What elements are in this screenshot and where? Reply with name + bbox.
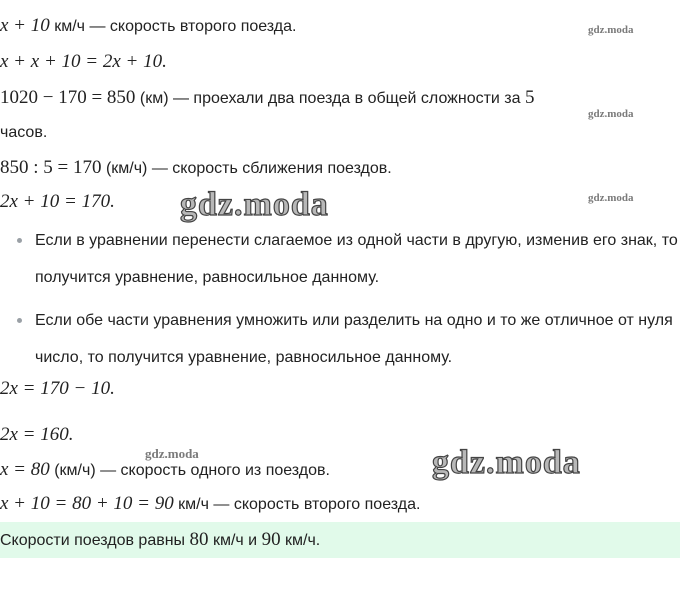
watermark-small: gdz.moda bbox=[145, 446, 199, 461]
line-distance bbox=[0, 86, 534, 111]
answer-text: Скорости поездов равны bbox=[0, 532, 190, 549]
line-distance-continued bbox=[0, 121, 47, 145]
line-equation bbox=[0, 190, 115, 215]
math-expression: x + x + 10 = 2x + 10. bbox=[0, 51, 167, 72]
rule-transfer-term: Если в уравнении перенести слагаемое из одной части в другую, изменив его знак, то получится уравнение, равносильное данному. bbox=[35, 232, 678, 286]
line-equation-result bbox=[0, 423, 74, 448]
math-number: 5 bbox=[524, 87, 535, 108]
math-expression: x + 10 bbox=[0, 15, 50, 36]
watermark-small: gdz.moda bbox=[588, 192, 634, 204]
answer-number: 80 bbox=[189, 529, 209, 550]
line-text: часов. bbox=[0, 124, 48, 141]
answer-text: км/ч. bbox=[280, 532, 321, 549]
math-expression: x = 80 bbox=[0, 459, 50, 480]
answer-box bbox=[0, 522, 680, 558]
line-first-train-speed bbox=[0, 458, 330, 483]
watermark-small: gdz.moda bbox=[588, 24, 634, 36]
bullet-icon bbox=[17, 238, 22, 243]
line-equation-step bbox=[0, 377, 115, 402]
line-text: (км/ч) — скорость сближения поездов. bbox=[101, 160, 392, 177]
line-text: (км) — проехали два поезда в общей сложности за bbox=[135, 90, 525, 107]
line-text: км/ч — скорость второго поезда. bbox=[49, 18, 297, 35]
line-text: (км/ч) — скорость одного из поездов. bbox=[49, 462, 330, 479]
math-expression: 2x = 160. bbox=[0, 424, 74, 445]
math-expression: 2x = 170 − 10. bbox=[0, 378, 115, 399]
line-approach-speed bbox=[0, 156, 392, 181]
math-expression: 2x + 10 = 170. bbox=[0, 191, 115, 212]
math-expression: 1020 − 170 = 850 bbox=[0, 87, 136, 108]
watermark-large: gdz.moda bbox=[432, 444, 581, 481]
line-text: км/ч — скорость второго поезда. bbox=[173, 496, 421, 513]
line-second-train-expression bbox=[0, 14, 296, 39]
math-expression: x + 10 = 80 + 10 = 90 bbox=[0, 493, 174, 514]
rule-multiply-divide: Если обе части уравнения умножить или разделить на одно и то же отличное от нуля число, то получится уравнение, равносильное данному. bbox=[35, 312, 673, 366]
line-sum-expression bbox=[0, 50, 167, 75]
bullet-icon bbox=[17, 318, 22, 323]
math-expression: 850 : 5 = 170 bbox=[0, 157, 102, 178]
answer-text: км/ч и bbox=[208, 532, 262, 549]
line-second-train-speed bbox=[0, 492, 420, 517]
watermark-large: gdz.moda bbox=[180, 186, 329, 223]
answer-number: 90 bbox=[261, 529, 281, 550]
watermark-small: gdz.moda bbox=[588, 108, 634, 120]
